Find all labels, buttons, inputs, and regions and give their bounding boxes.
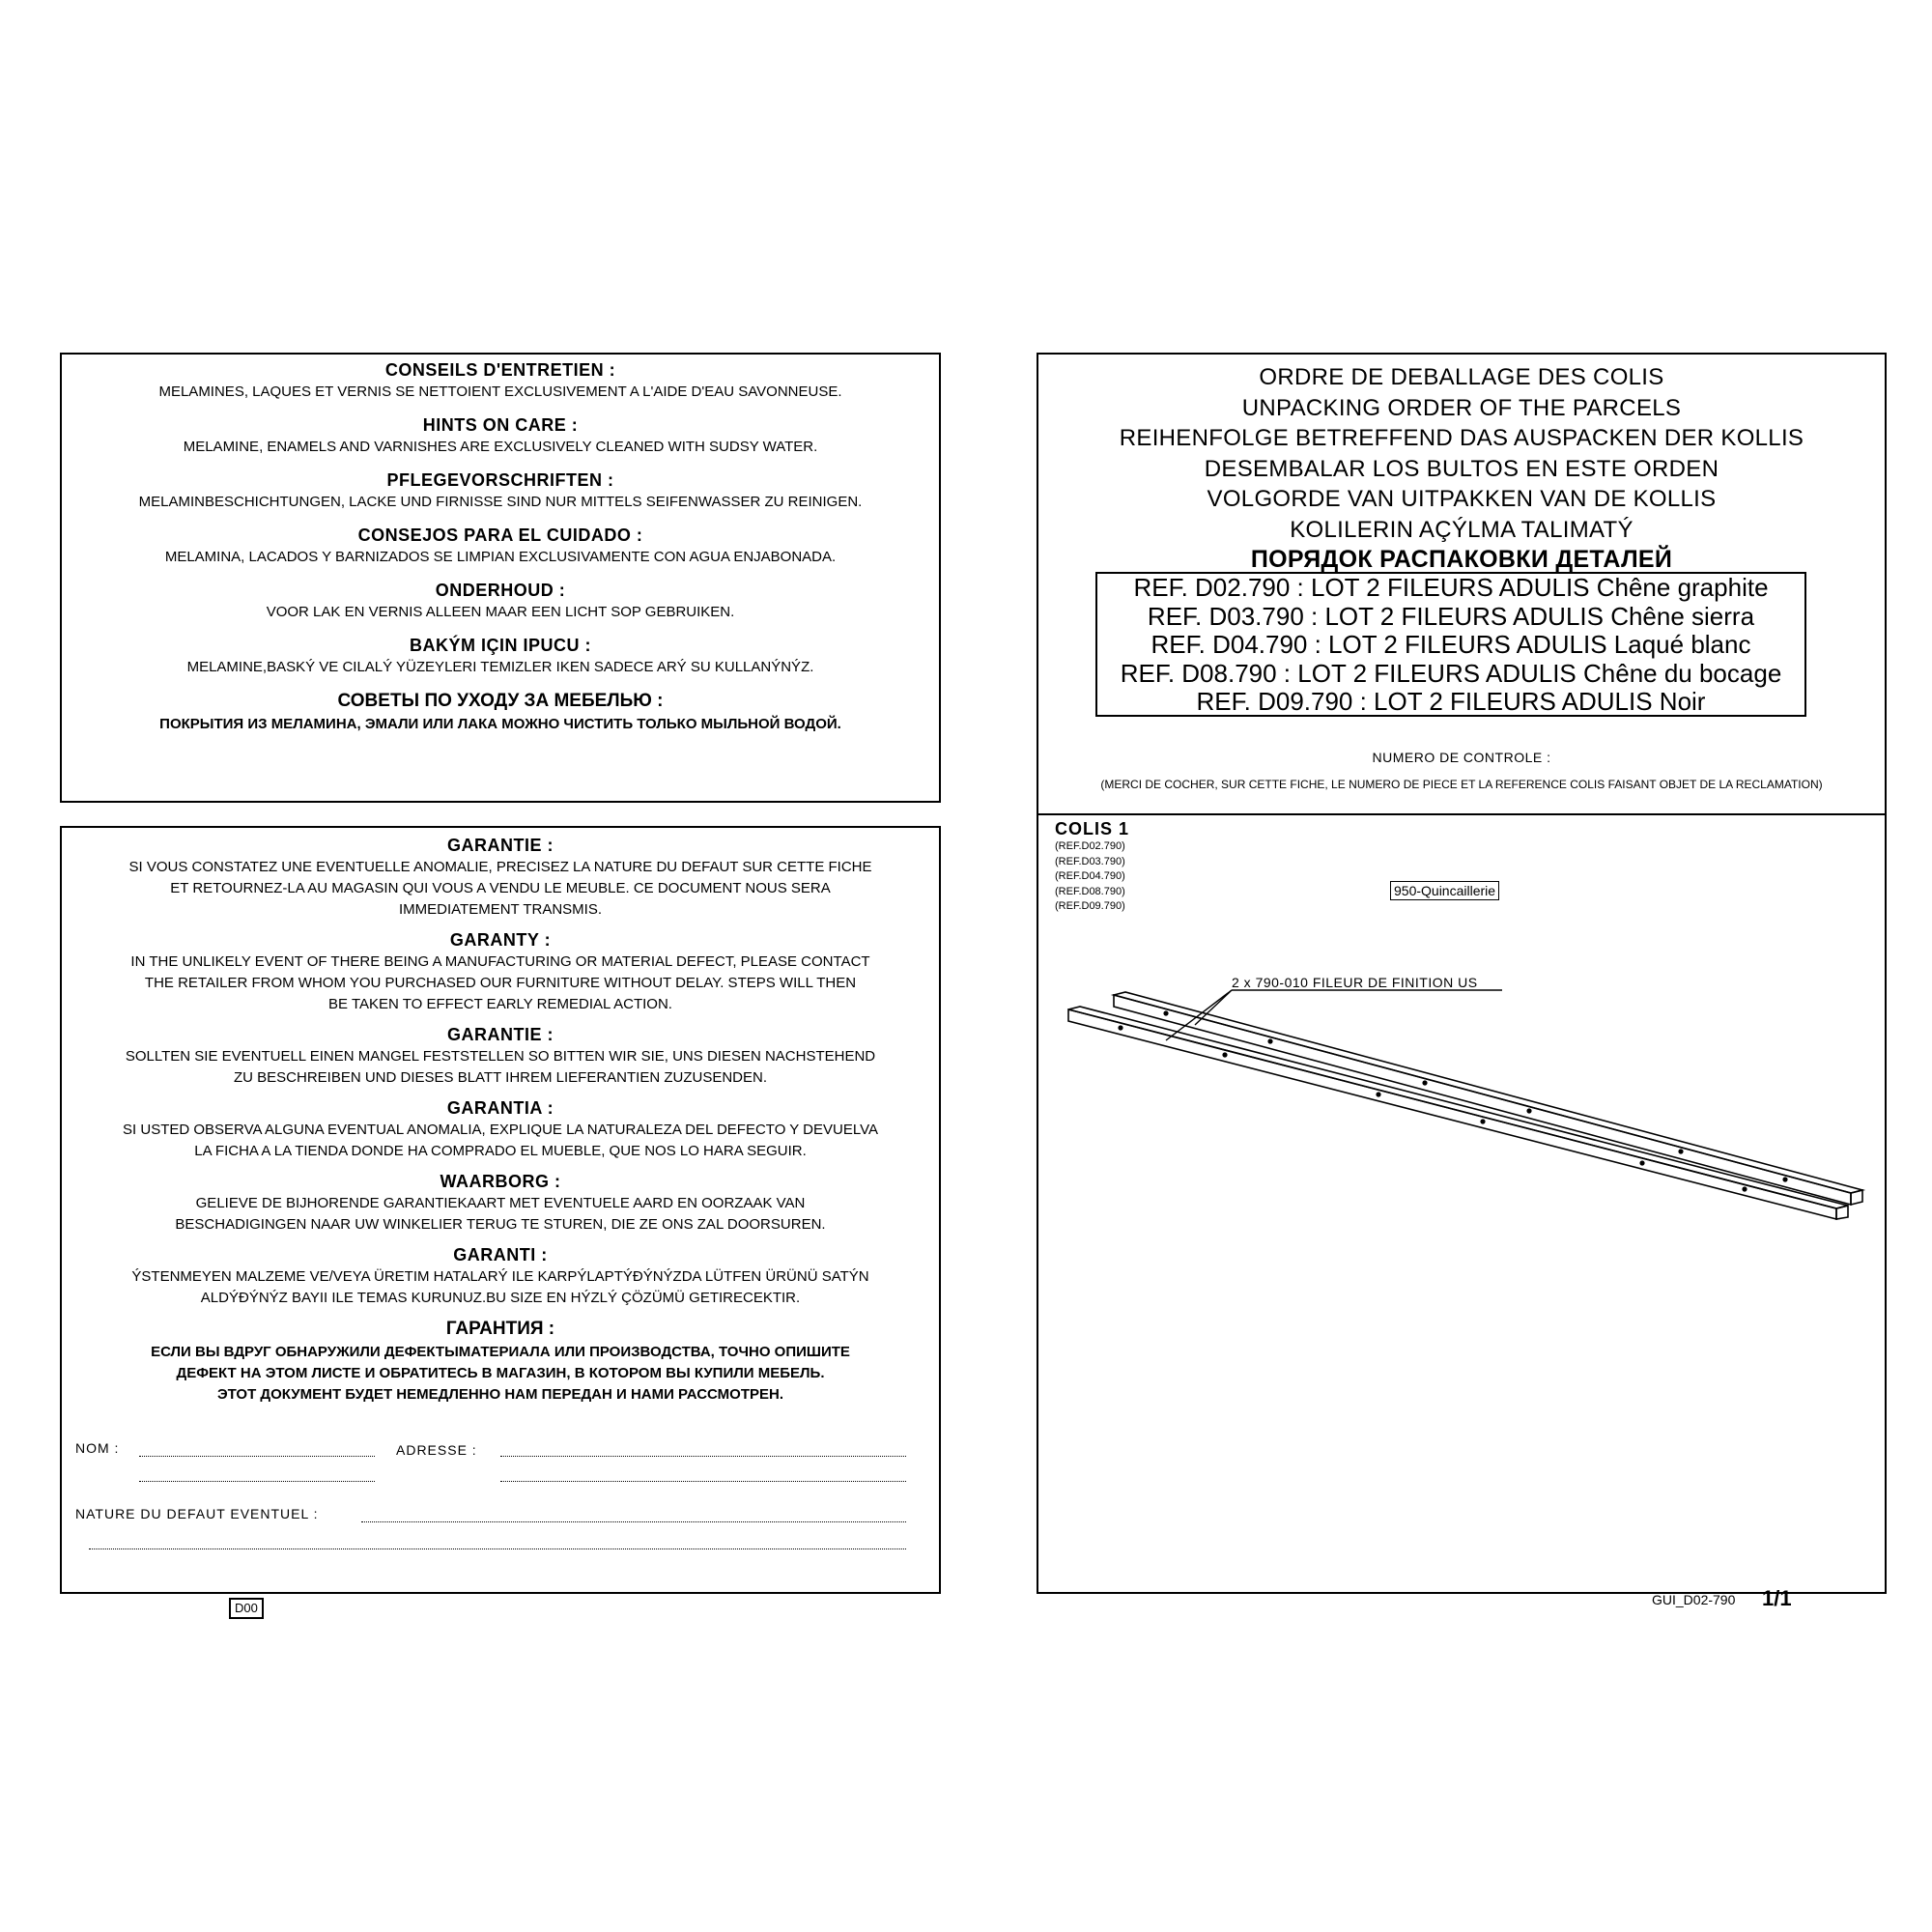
nature-line[interactable] bbox=[361, 1521, 906, 1522]
care-section-text: MELAMINE,BASKÝ VE CILALÝ YÜZEYLERI TEMIZLER IKEN SADECE ARÝ SU KULLANÝNÝZ. bbox=[186, 659, 814, 675]
guarantee-section-line: ЭТОТ ДОКУМЕНТ БУДЕТ НЕМЕДЛЕННО НАМ ПЕРЕДАН И НАМИ РАССМОТРЕН. bbox=[216, 1386, 784, 1403]
colis-ref: (REF.D08.790) bbox=[1055, 885, 1125, 897]
reference-line: REF. D08.790 : LOT 2 FILEURS ADULIS Chêne du bocage bbox=[1120, 658, 1782, 688]
care-sections bbox=[62, 358, 939, 735]
nom-line-2[interactable] bbox=[139, 1481, 375, 1482]
care-section-text: MELAMINE, ENAMELS AND VARNISHES ARE EXCLUSIVELY CLEANED WITH SUDSY WATER. bbox=[183, 439, 818, 455]
guarantee-section-title: GARANTIE : bbox=[447, 1025, 554, 1044]
guarantee-section-title: GARANTIE : bbox=[447, 836, 554, 855]
colis-refs bbox=[1055, 839, 1129, 915]
document-reference: GUI_D02-790 bbox=[1652, 1592, 1736, 1607]
care-instructions-box bbox=[60, 353, 941, 803]
care-section-title: СОВЕТЫ ПО УХОДУ ЗА МЕБЕЛЬЮ : bbox=[337, 691, 664, 711]
colis-ref: (REF.D04.790) bbox=[1055, 870, 1125, 882]
guarantee-section bbox=[62, 1023, 939, 1089]
guarantee-section-title: GARANTY : bbox=[449, 930, 552, 950]
part-label: 2 x 790-010 FILEUR DE FINITION US bbox=[1232, 975, 1478, 990]
part-leader-lines bbox=[1166, 990, 1502, 1040]
care-section-title: CONSEILS D'ENTRETIEN : bbox=[384, 360, 616, 380]
guarantee-section-title: ГАРАНТИЯ : bbox=[445, 1319, 555, 1339]
unpacking-title: ORDRE DE DEBALLAGE DES COLIS bbox=[1259, 364, 1664, 390]
guarantee-sections bbox=[62, 834, 939, 1406]
guarantee-form bbox=[75, 1438, 925, 1583]
colis-title: COLIS 1 bbox=[1055, 819, 1130, 838]
care-section bbox=[62, 634, 939, 678]
guarantee-section-line: SOLLTEN SIE EVENTUELL EINEN MANGEL FESTSTELLEN SO BITTEN WIR SIE, UNS DIESEN NACHSTEHEND bbox=[125, 1048, 876, 1065]
care-section-title: ONDERHOUD : bbox=[435, 581, 566, 600]
care-section bbox=[62, 469, 939, 513]
guarantee-section-line: IMMEDIATEMENT TRANSMIS. bbox=[398, 901, 602, 918]
nature-label: NATURE DU DEFAUT EVENTUEL : bbox=[75, 1506, 319, 1521]
care-section bbox=[62, 413, 939, 458]
care-section-text: MELAMINES, LAQUES ET VERNIS SE NETTOIENT EXCLUSIVEMENT A L'AIDE D'EAU SAVONNEUSE. bbox=[158, 384, 842, 400]
guarantee-section-line: THE RETAILER FROM WHOM YOU PURCHASED OUR FURNITURE WITHOUT DELAY. STEPS WILL THEN bbox=[144, 975, 857, 991]
nom-label: NOM : bbox=[75, 1440, 120, 1456]
colis-ref: (REF.D09.790) bbox=[1055, 900, 1125, 912]
guarantee-section-line: SI USTED OBSERVA ALGUNA EVENTUAL ANOMALIA, EXPLIQUE LA NATURALEZA DEL DEFECTO Y DEVUELVA bbox=[123, 1122, 878, 1138]
care-section-title: BAKÝM IÇIN IPUCU : bbox=[410, 636, 591, 655]
care-section bbox=[62, 358, 939, 403]
unpacking-title: REIHENFOLGE BETREFFEND DAS AUSPACKEN DER KOLLIS bbox=[1119, 425, 1804, 451]
care-section-text: VOOR LAK EN VERNIS ALLEEN MAAR EEN LICHT SOP GEBRUIKEN. bbox=[266, 604, 735, 620]
unpacking-title: KOLILERIN AÇÝLMA TALIMATÝ bbox=[1290, 516, 1634, 543]
fileur-rail-front bbox=[1068, 1007, 1848, 1219]
unpacking-title: VOLGORDE VAN UITPAKKEN VAN DE KOLLIS bbox=[1207, 486, 1717, 512]
care-section bbox=[62, 524, 939, 568]
care-section bbox=[62, 689, 939, 735]
colis-ref: (REF.D02.790) bbox=[1055, 840, 1125, 852]
guarantee-section-title: GARANTIA : bbox=[446, 1098, 554, 1118]
adresse-line[interactable] bbox=[500, 1456, 906, 1457]
adresse-line-2[interactable] bbox=[500, 1481, 906, 1482]
hardware-label: 950-Quincaillerie bbox=[1390, 881, 1499, 900]
guarantee-section bbox=[62, 834, 939, 921]
nature-line-2[interactable] bbox=[89, 1548, 906, 1549]
page-number: 1/1 bbox=[1762, 1586, 1792, 1610]
care-section-title: CONSEJOS PARA EL CUIDADO : bbox=[357, 526, 643, 545]
care-section bbox=[62, 579, 939, 623]
guarantee-section-line: BE TAKEN TO EFFECT EARLY REMEDIAL ACTION. bbox=[328, 996, 672, 1012]
colis-ref: (REF.D03.790) bbox=[1055, 855, 1125, 867]
guarantee-section-line: GELIEVE DE BIJHORENDE GARANTIEKAART MET EVENTUELE AARD EN OORZAAK VAN bbox=[195, 1195, 806, 1211]
guarantee-section-title: WAARBORG : bbox=[440, 1172, 561, 1191]
guarantee-section bbox=[62, 1096, 939, 1162]
unpacking-title: DESEMBALAR LOS BULTOS EN ESTE ORDEN bbox=[1204, 455, 1719, 482]
guarantee-section bbox=[62, 928, 939, 1015]
guarantee-section-title: GARANTI : bbox=[453, 1245, 548, 1264]
reference-line: REF. D02.790 : LOT 2 FILEURS ADULIS Chêne graphite bbox=[1133, 573, 1769, 602]
care-section-text: MELAMINA, LACADOS Y BARNIZADOS SE LIMPIAN EXCLUSIVAMENTE CON AGUA ENJABONADA. bbox=[164, 549, 837, 565]
adresse-label: ADRESSE : bbox=[396, 1442, 477, 1458]
guarantee-section-line: ZU BESCHREIBEN UND DIESES BLATT IHREM LIEFERANTIEN ZUZUSENDEN. bbox=[233, 1069, 768, 1086]
reference-line: REF. D03.790 : LOT 2 FILEURS ADULIS Chêne sierra bbox=[1147, 601, 1755, 631]
care-section-text: MELAMINBESCHICHTUNGEN, LACKE UND FIRNISSE SIND NUR MITTELS SEIFENWASSER ZU REINIGEN. bbox=[138, 494, 863, 510]
control-note: (MERCI DE COCHER, SUR CETTE FICHE, LE NUMERO DE PIECE ET LA REFERENCE COLIS FAISANT OBJET DE LA RECLAMATION) bbox=[1100, 778, 1823, 791]
guarantee-section-line: ЕСЛИ ВЫ ВДРУГ ОБНАРУЖИЛИ ДЕФЕКТЫМАТЕРИАЛА ИЛИ ПРОИЗВОДСТВА, ТОЧНО ОПИШИТЕ bbox=[151, 1344, 850, 1360]
guarantee-section-line: ДЕФЕКТ НА ЭТОМ ЛИСТЕ И ОБРАТИТЕСЬ В МАГАЗИН, В КОТОРОМ ВЫ КУПИЛИ МЕБЕЛЬ. bbox=[176, 1365, 825, 1381]
guarantee-section bbox=[62, 1170, 939, 1236]
fileur-rail-back bbox=[1114, 992, 1862, 1205]
nom-line[interactable] bbox=[139, 1456, 375, 1457]
guarantee-section bbox=[62, 1317, 939, 1406]
care-section-text: ПОКРЫТИЯ ИЗ МЕЛАМИНА, ЭМАЛИ ИЛИ ЛАКА МОЖНО ЧИСТИТЬ ТОЛЬКО МЫЛЬНОЙ ВОДОЙ. bbox=[159, 716, 841, 732]
control-number-label: NUMERO DE CONTROLE : bbox=[1372, 750, 1551, 765]
reference-line: REF. D04.790 : LOT 2 FILEURS ADULIS Laqué blanc bbox=[1151, 630, 1751, 659]
guarantee-section-line: SI VOUS CONSTATEZ UNE EVENTUELLE ANOMALIE, PRECISEZ LA NATURE DU DEFAUT SUR CETTE FICHE bbox=[128, 859, 872, 875]
guarantee-section-line: LA FICHA A LA TIENDA DONDE HA COMPRADO EL MUEBLE, QUE NOS LO HARA SEGUIR. bbox=[194, 1143, 807, 1159]
page-code-left: D00 bbox=[229, 1598, 264, 1619]
care-section-title: HINTS ON CARE : bbox=[422, 415, 579, 435]
guarantee-section bbox=[62, 1243, 939, 1309]
unpacking-title: ПОРЯДОК РАСПАКОВКИ ДЕТАЛЕЙ bbox=[1250, 546, 1673, 573]
unpacking-box bbox=[1037, 353, 1887, 1594]
guarantee-box bbox=[60, 826, 941, 1594]
unpacking-title: UNPACKING ORDER OF THE PARCELS bbox=[1241, 394, 1682, 421]
reference-line: REF. D09.790 : LOT 2 FILEURS ADULIS Noir bbox=[1196, 687, 1706, 716]
care-section-title: PFLEGEVORSCHRIFTEN : bbox=[386, 470, 614, 490]
guarantee-section-line: ÝSTENMEYEN MALZEME VE/VEYA ÜRETIM HATALARÝ ILE KARPÝLAPTÝÐÝNÝZDA LÜTFEN ÜRÜNÜ SATÝN bbox=[131, 1268, 869, 1285]
guarantee-section-line: ALDÝÐÝNÝZ BAYII ILE TEMAS KURUNUZ.BU SIZE EN HÝZLÝ ÇÖZÜMÜ GETIRECEKTIR. bbox=[200, 1290, 801, 1306]
colis-block bbox=[1055, 819, 1129, 915]
guarantee-section-line: IN THE UNLIKELY EVENT OF THERE BEING A MANUFACTURING OR MATERIAL DEFECT, PLEASE CONTACT bbox=[130, 953, 870, 970]
guarantee-section-line: BESCHADIGINGEN NAAR UW WINKELIER TERUG TE STUREN, DIE ZE ONS ZAL DOORSUREN. bbox=[175, 1216, 826, 1233]
guarantee-section-line: ET RETOURNEZ-LA AU MAGASIN QUI VOUS A VENDU LE MEUBLE. CE DOCUMENT NOUS SERA bbox=[170, 880, 831, 896]
